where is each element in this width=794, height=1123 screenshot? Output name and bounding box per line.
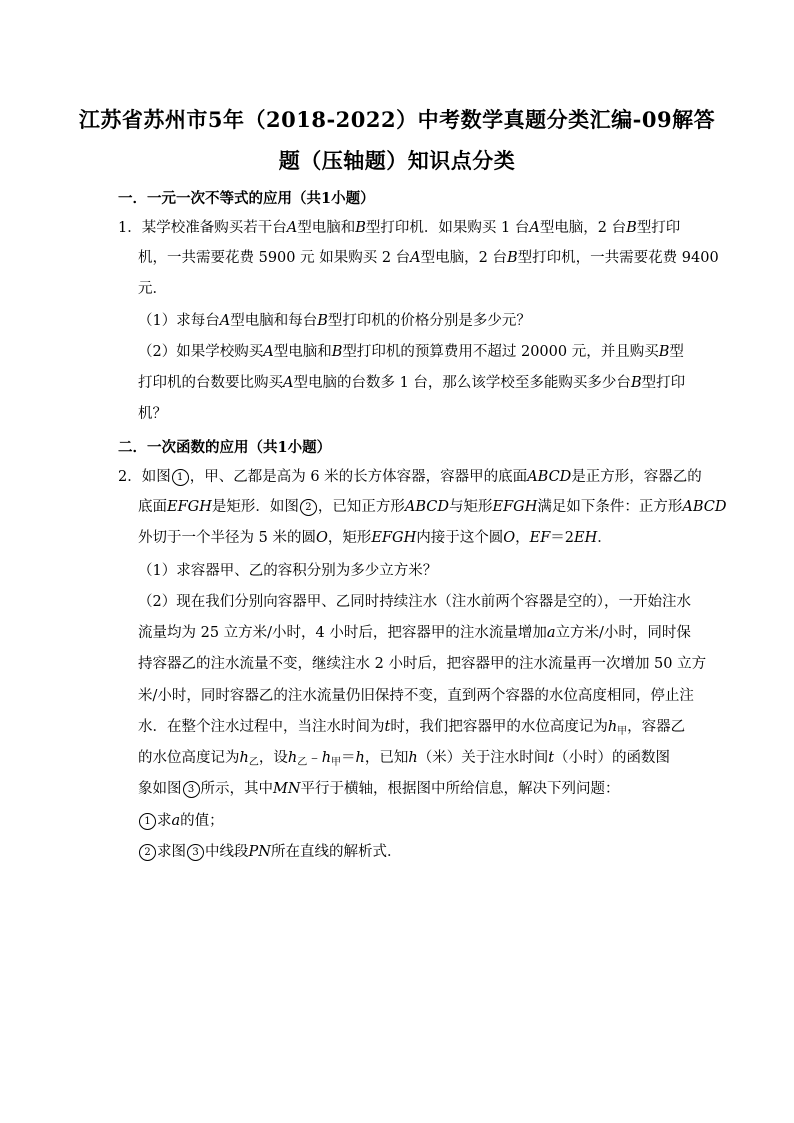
var-EFGH: EFGH	[371, 530, 417, 546]
var-A: A	[529, 220, 540, 236]
subscript-yi: 乙	[248, 757, 259, 768]
question-2-subpart-2	[138, 842, 401, 862]
var-EH: EH	[574, 530, 598, 546]
var-t: t	[384, 719, 391, 735]
text: 型电脑和每台	[230, 313, 318, 329]
subscript-jia: 甲	[331, 757, 342, 768]
section-heading-1: 一．一元一次不等式的应用（共1小题）	[118, 190, 375, 207]
circled-number-1: 1	[139, 813, 156, 830]
question-1-line-3: 元．	[138, 281, 167, 297]
text: 型打印机，一共需要花费 9400	[517, 250, 719, 266]
var-ABCD: ABCD	[527, 469, 572, 485]
var-ABCD: ABCD	[682, 499, 727, 515]
var-h: h	[607, 719, 618, 735]
var-EFGH: EFGH	[167, 499, 212, 515]
text: ，甲、乙都是高为 6 米的长方体容器，容器甲的底面	[189, 469, 528, 485]
text: 型打印机的预算费用不超过 20000 元，并且购买	[342, 344, 659, 360]
question-2-part-1: （1）求容器甲、乙的容积分别为多少立方米？	[138, 563, 438, 579]
question-1-part-2-line-3: 机？	[138, 406, 167, 422]
circled-number-3: 3	[187, 844, 204, 861]
question-2-subpart-1	[138, 811, 224, 831]
var-MN: MN	[273, 781, 301, 797]
text: 流量均为 25 立方米/小时，4 小时后，把容器甲的注水流量增加	[138, 625, 547, 641]
var-EF: EF	[529, 530, 551, 546]
var-B: B	[355, 220, 366, 236]
var-h: h	[287, 750, 298, 766]
text: 型电脑和	[297, 220, 356, 236]
document-title-line-1: 江苏省苏州市5年（2018-2022）中考数学真题分类汇编-09解答	[78, 107, 716, 132]
text: （小时）的函数图	[554, 750, 671, 766]
text: 型电脑和	[273, 344, 332, 360]
question-2-part-2-line-3: 持容器乙的注水流量不变，继续注水 2 小时后，把容器甲的注水流量再一次增加 50 立方	[138, 656, 707, 672]
text: 型电脑，2 台	[420, 250, 507, 266]
text: （2）如果学校购买	[138, 344, 264, 360]
question-2-line-3	[138, 528, 612, 548]
subscript-yi: 乙	[297, 757, 308, 768]
question-1-part-2-line-1	[138, 342, 684, 362]
question-1-line-2	[138, 248, 719, 268]
var-B: B	[317, 313, 328, 329]
var-B: B	[626, 220, 637, 236]
var-PN: PN	[248, 844, 271, 860]
text: 型电脑的台数多 1 台，那么该学校至多能购买多少台	[293, 375, 631, 391]
var-t: t	[548, 750, 555, 766]
var-A: A	[283, 375, 294, 391]
var-B: B	[507, 250, 518, 266]
text: ，	[515, 530, 530, 546]
text: 打印机的台数要比购买	[138, 375, 283, 391]
question-2-part-2-line-7	[138, 779, 620, 799]
circled-number-2: 2	[300, 499, 317, 516]
question-1-line-1	[118, 218, 680, 238]
var-A: A	[410, 250, 421, 266]
var-h: h	[239, 750, 249, 766]
text: 型打印机的价格分别是多少元？	[327, 313, 531, 329]
question-1-part-1	[138, 311, 531, 331]
text: 所示，其中	[200, 781, 273, 797]
question-2-part-2-line-1: （2）现在我们分别向容器甲、乙同时持续注水（注水前两个容器是空的），一开始注水	[138, 594, 691, 610]
text: ＝2	[550, 530, 574, 546]
text: 求	[157, 813, 172, 829]
text: 内接于这个圆	[416, 530, 504, 546]
text: 型打印	[636, 220, 681, 236]
var-EFGH: EFGH	[492, 499, 538, 515]
text: 时，我们把容器甲的水位高度记为	[390, 719, 608, 735]
var-A: A	[219, 313, 231, 329]
var-a: a	[171, 813, 181, 829]
text: ＝	[341, 750, 356, 766]
text: 与矩形	[449, 499, 493, 515]
question-2-part-2-line-4: 米/小时，同时容器乙的注水流量仍旧保持不变，直到两个容器的水位高度相同，停止注	[138, 688, 694, 704]
var-ABCD: ABCD	[404, 499, 449, 515]
question-2-part-2-line-6	[138, 748, 670, 773]
var-A: A	[286, 220, 298, 236]
text: ，已知正方形	[317, 499, 405, 515]
text: ﹣	[307, 750, 322, 766]
circled-number-3: 3	[183, 781, 200, 798]
text: 的水位高度记为	[138, 750, 240, 766]
section-heading-2: 二．一次函数的应用（共1小题）	[118, 439, 332, 456]
text: ．	[597, 530, 612, 546]
var-h: h	[321, 750, 332, 766]
text: 型打印	[641, 375, 686, 391]
text: 如图	[141, 469, 171, 485]
text: ，容器乙	[627, 719, 686, 735]
var-B: B	[331, 344, 343, 360]
text: 外切于一个半径为 5 米的圆	[138, 530, 316, 546]
text: 某学校准备购买若干台	[141, 220, 287, 236]
text: 中线段	[205, 844, 249, 860]
circled-number-1: 1	[172, 469, 189, 486]
text: 象如图	[138, 781, 182, 797]
text: 水．在整个注水过程中，当注水时间为	[138, 719, 385, 735]
subscript-jia: 甲	[617, 726, 628, 737]
text: （米）关于注水时间	[417, 750, 549, 766]
text: 所在直线的解析式．	[270, 844, 402, 860]
text: 求图	[157, 844, 186, 860]
var-A: A	[263, 344, 274, 360]
var-O: O	[315, 530, 328, 546]
text: 机，一共需要花费 5900 元 如果购买 2 台	[138, 250, 411, 266]
text: ，设	[258, 750, 288, 766]
var-B: B	[658, 344, 670, 360]
text: 平行于横轴，根据图中所给信息，解决下列问题：	[300, 781, 620, 797]
text: 型	[669, 344, 684, 360]
text: 底面	[138, 499, 167, 515]
var-O: O	[503, 530, 516, 546]
text: 满足如下条件：正方形	[537, 499, 683, 515]
question-2-part-2-line-5	[138, 717, 685, 742]
var-h: h	[355, 750, 365, 766]
text: 是正方形，容器乙的	[571, 469, 702, 485]
text: ，矩形	[327, 530, 372, 546]
text: 型打印机．如果购买 1 台	[365, 220, 530, 236]
question-number: 1．	[118, 220, 142, 236]
text: ，已知	[364, 750, 409, 766]
question-2-part-2-line-2	[138, 623, 691, 643]
question-number: 2．	[118, 469, 142, 485]
document-title-line-2: 题（压轴题）知识点分类	[278, 148, 516, 173]
question-2-line-2	[138, 497, 727, 517]
var-B: B	[630, 375, 642, 391]
var-a: a	[546, 625, 556, 641]
question-1-part-2-line-2	[138, 373, 685, 393]
text: （1）求每台	[138, 313, 220, 329]
text: 是矩形．如图	[211, 499, 299, 515]
text: 的值；	[180, 813, 224, 829]
text: 立方米/小时，同时保	[555, 625, 691, 641]
text: 型电脑，2 台	[539, 220, 627, 236]
question-2-line-1	[118, 467, 702, 487]
circled-number-2: 2	[139, 844, 156, 861]
var-h: h	[408, 750, 418, 766]
